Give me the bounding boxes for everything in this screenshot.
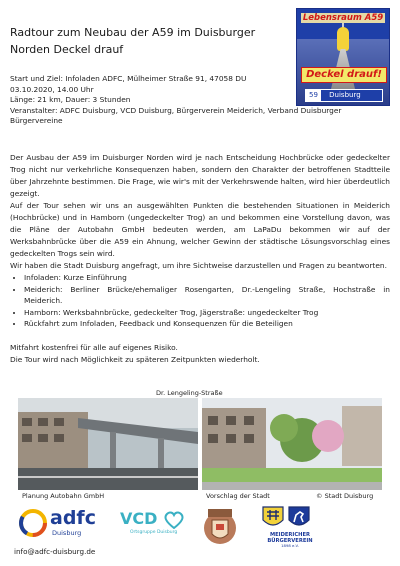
adfc-logo [18, 508, 106, 538]
logo-road-number: 59 [306, 90, 321, 101]
shield-icon [262, 506, 284, 530]
vcd-logo [120, 510, 188, 540]
adfc-word: adfc [50, 507, 96, 529]
paragraph-3: Wir haben die Stadt Duisburg angefragt, um ihre Sichtweise darzustellen und Fragen zu beantworten. [10, 261, 387, 270]
logo-lamp-icon [337, 27, 349, 51]
info-length: Länge: 21 km, Dauer: 3 Stunden [10, 95, 131, 104]
highway-bridge-illustration [18, 398, 198, 490]
info-date: 03.10.2020, 14.00 Uhr [10, 84, 94, 94]
photo-planung-autobahn [18, 398, 198, 490]
vcd-word: VCD [120, 509, 158, 528]
paragraph-4: Mitfahrt kostenfrei für alle auf eigenes Risiko. [10, 342, 178, 352]
stops-list [10, 272, 390, 330]
logo-main-text: Deckel drauf! [301, 67, 387, 83]
heart-icon [164, 511, 184, 529]
meidericher-buergerverein-logo [260, 506, 320, 548]
description [10, 152, 390, 366]
horse-shield-icon [288, 506, 310, 530]
park-street-illustration [202, 398, 382, 490]
event-info [10, 74, 390, 127]
list-item: • Hamborn: Werksbahnbrücke, gedeckelter Trog, Jägerstraße: ungedeckelter Trog [24, 307, 390, 319]
list-item: • Rückfahrt zum Infoladen, Feedback und Konsequenzen für die Beteiligen [24, 318, 390, 330]
caption-mid: Vorschlag der Stadt [206, 492, 270, 500]
paragraph-1: Der Ausbau der A59 im Duisburger Norden wird je nach Entscheidung Hochbrücke oder gedeckelter Trog nicht nur verkehrliche Konsequenzen haben, sondern den Charakter der betroffenen Stadtteile über Jahrzehnte bestimmen. Die Frage, wie wir's mit der Verkehrswende halten, wird hier überdeutlich gezeigt. [10, 153, 390, 198]
paragraph-5: Die Tour wird nach Möglichkeit zu späteren Zeitpunkten wiederholt. [10, 354, 260, 364]
logo-top-text: Lebensraum A59 [302, 13, 384, 23]
photo-vorschlag-stadt [202, 398, 382, 490]
paragraph-2: Auf der Tour sehen wir uns an ausgewählten Punkten die bestehenden Situationen in Meiderich (Hochbrücke) und in Hamborn (ungedeckelter Trog) an und bekommen eine Vorstellung davon, was die Pläne der Autobahn GmbH bedeuten werden, am LaPaDu bekommen wir auf der Werksbahnbrücke über die A59 ein Ahnung, welcher Gewinn der städtische Lösungsvorschlag eines gedeckelten Trogs sein wird. [10, 201, 390, 258]
logo-city: Duisburg [329, 91, 361, 99]
caption-left: Planung Autobahn GmbH [22, 492, 105, 500]
list-item: • Infoladen: Kurze Einführung [24, 272, 390, 284]
list-item: • Meiderich: Berliner Brücke/ehemaliger Rosengarten, Dr.-Lengeling Straße, Hochstraße in Meiderich. [24, 284, 390, 307]
page-title: Radtour zum Neubau der A59 im Duisburger Norden Deckel drauf [10, 26, 256, 56]
verein-line1: MEIDERICHER [269, 532, 311, 538]
adfc-city: Duisburg [52, 529, 82, 537]
verein-year: 1898 e.V. [281, 543, 299, 548]
info-organizer: Veranstalter: ADFC Duisburg, VCD Duisburg, Bürgerverein Meiderich, Verband Duisburger Bürgervereine [10, 105, 342, 125]
city-crest-icon [202, 506, 238, 546]
caption-right: © Stadt Duisburg [316, 492, 374, 500]
info-start: Start und Ziel: Infoladen ADFC, Mülheimer Straße 91, 47058 DU [10, 74, 247, 83]
contact-email: info@adfc-duisburg.de [14, 547, 96, 556]
verein-line2: BÜRGERVEREIN [267, 538, 313, 544]
crest-icon [202, 506, 238, 546]
vcd-sub: Ortsgruppe Duisburg [130, 530, 178, 535]
caption-top: Dr. Lengeling-Straße [156, 389, 223, 397]
adfc-wheel-icon [18, 508, 48, 538]
